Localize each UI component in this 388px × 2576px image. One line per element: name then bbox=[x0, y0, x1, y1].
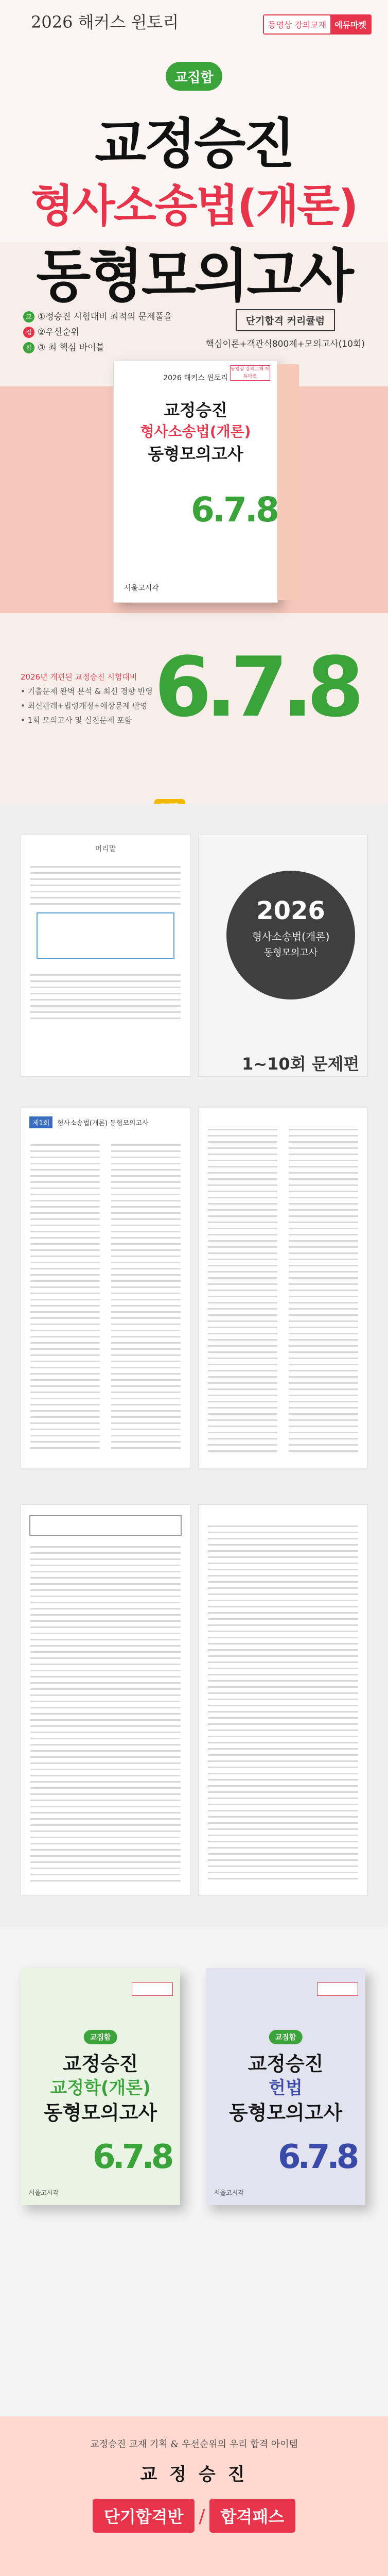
series-gyojip-badge: 교집합 bbox=[269, 2030, 303, 2044]
inner-cover-type: 동형모의고사 bbox=[263, 947, 318, 958]
check-icon: 합 bbox=[23, 342, 34, 353]
series-title-1: 교정승진 bbox=[62, 2053, 138, 2075]
preview-page-answer-2 bbox=[198, 1504, 368, 1896]
series-title-2: 교정학(개론) bbox=[50, 2078, 151, 2098]
note-1: • 기출문제 완벽 분석 & 최신 경향 반영 bbox=[21, 687, 153, 696]
book-grade-number: 6.7.8 bbox=[191, 490, 277, 530]
pill-pass[interactable]: 합격패스 bbox=[209, 2499, 296, 2533]
exam-title: 형사소송법(개론) 동형모의고사 bbox=[57, 1120, 149, 1127]
title-main: 교정승진 bbox=[95, 112, 293, 175]
preview-section bbox=[0, 804, 388, 1927]
exam-lines-right bbox=[111, 1144, 181, 1453]
feature-list bbox=[23, 309, 172, 355]
series-section bbox=[0, 1927, 388, 2416]
exam2-lines-left bbox=[208, 1129, 277, 1456]
ad-badge-left: 동영상 강의교재 bbox=[264, 15, 330, 33]
check-icon: 교 bbox=[23, 311, 34, 323]
series-title-2: 헌법 bbox=[269, 2078, 303, 2098]
ad-badge-right: 에듀마켓 bbox=[330, 15, 371, 33]
answer-lines bbox=[30, 1546, 181, 1886]
book-title-3: 동형모의고사 bbox=[148, 444, 243, 464]
series-gyojip-badge: 교집합 bbox=[84, 2030, 117, 2044]
curriculum-label bbox=[206, 309, 365, 349]
answer-header bbox=[29, 1515, 182, 1536]
preview-page-exam-1 bbox=[21, 1108, 190, 1468]
preview-page-answer-1 bbox=[21, 1504, 190, 1896]
series-publisher: 서울고시각 bbox=[214, 2189, 244, 2196]
inner-cover-subject: 형사소송법(개론) bbox=[252, 930, 330, 943]
preface-title: 머리말 bbox=[95, 845, 116, 853]
hero-top bbox=[0, 0, 388, 309]
promo-section bbox=[0, 2416, 388, 2571]
note-0: 2026년 개편된 교정승진 시험대비 bbox=[21, 672, 137, 682]
series-book-corrections bbox=[21, 1968, 180, 2205]
series-book-constitution bbox=[206, 1968, 365, 2205]
series-publisher: 서울고시각 bbox=[29, 2189, 59, 2196]
preface-lines-2 bbox=[30, 974, 181, 1024]
exam2-lines-right bbox=[289, 1129, 358, 1456]
curriculum-sub: 핵심이론+객관식800제+모의고사(10회) bbox=[205, 339, 365, 349]
inner-cover-circle bbox=[226, 871, 355, 999]
check-icon: 집 bbox=[23, 327, 34, 338]
book-cover bbox=[113, 361, 278, 603]
curriculum-box: 단기합격 커리큘럼 bbox=[236, 309, 335, 331]
series-book-badge bbox=[132, 1982, 173, 1996]
preview-page-preface bbox=[21, 835, 190, 1077]
exam-lines-left bbox=[30, 1144, 100, 1453]
series-title-3: 동형모의고사 bbox=[43, 2102, 157, 2124]
range-label: 1~10회 문제편 bbox=[242, 1054, 360, 1074]
book-spine bbox=[277, 364, 299, 600]
feature-3: 합 ③ 최 핵심 바이블 bbox=[23, 340, 172, 355]
hero-section bbox=[0, 0, 388, 804]
series-title-1: 교정승진 bbox=[248, 2053, 324, 2075]
feature-1: 교 ①정승진 시험대비 최적의 문제풀을 bbox=[23, 309, 172, 325]
title-type: 동형모의고사 bbox=[36, 243, 352, 309]
series-book-badge bbox=[317, 1982, 358, 1996]
book-year: 2026 해커스 윈토리 bbox=[163, 374, 228, 382]
series-grade: 6.7.8 bbox=[93, 2138, 171, 2176]
pill-short-course[interactable]: 단기합격반 bbox=[93, 2499, 195, 2533]
series-title-3: 동형모의고사 bbox=[228, 2102, 343, 2124]
note-3: • 1회 모의고사 및 실전문제 포함 bbox=[21, 716, 132, 725]
hero-notes bbox=[21, 670, 153, 727]
promo-pills: 단기합격반 / 합격패스 bbox=[0, 2499, 388, 2533]
feature-2: 집 ②우선순위 bbox=[23, 325, 172, 340]
promo-tag: 교정승진 교재 기획 & 우선순위의 우리 합격 아이템 bbox=[90, 2439, 298, 2450]
answer2-lines bbox=[208, 1526, 358, 1884]
series-grade: 6.7.8 bbox=[278, 2138, 357, 2176]
book-badge: 동영상 강의교재 에듀마켓 bbox=[230, 365, 270, 381]
inner-cover-year: 2026 bbox=[256, 896, 325, 925]
hero-mid bbox=[0, 309, 388, 804]
title-subject: 형사소송법(개론) bbox=[31, 180, 357, 232]
edumarket-badge[interactable] bbox=[263, 14, 372, 35]
preview-page-exam-2 bbox=[198, 1108, 368, 1468]
gyojip-badge: 교집합 bbox=[166, 62, 222, 91]
exam-round-chip: 제1회 bbox=[29, 1116, 52, 1128]
big-grade-number: 6.7.8 bbox=[154, 639, 388, 832]
note-2: • 최신판례+법령개정+예상문제 반영 bbox=[21, 701, 148, 710]
year-line: 2026 해커스 윈토리 bbox=[31, 12, 179, 32]
preface-lines bbox=[30, 866, 181, 909]
promo-heading: 교 정 승 진 bbox=[140, 2464, 248, 2485]
book-title-1: 교정승진 bbox=[164, 400, 227, 420]
book-publisher: 서울고시각 bbox=[124, 584, 159, 592]
offer-short-course bbox=[0, 2571, 388, 2576]
preface-box bbox=[37, 912, 174, 959]
book-title-2: 형사소송법(개론) bbox=[140, 423, 251, 440]
